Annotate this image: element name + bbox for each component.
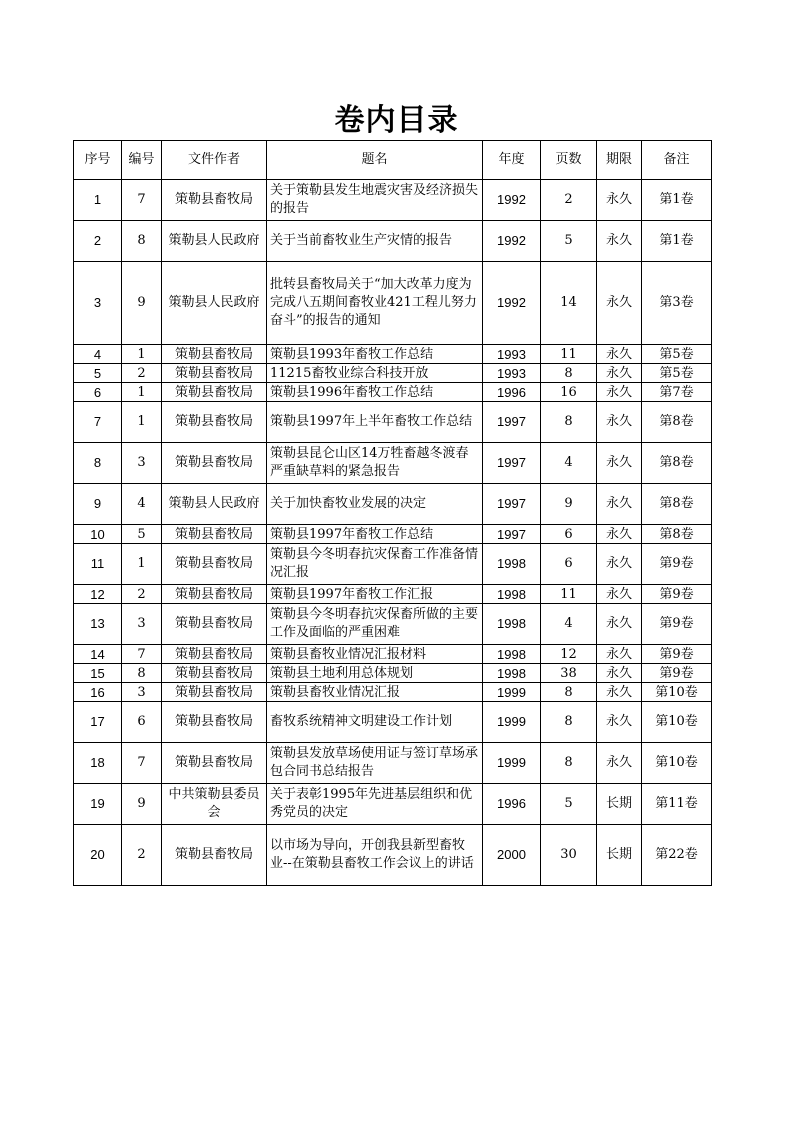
cell-title: 以市场为导向，开创我县新型畜牧业--在策勒县畜牧工作会议上的讲话: [267, 825, 483, 886]
cell-title: 策勒县今冬明春抗灾保畜所做的主要工作及面临的严重困难: [267, 604, 483, 645]
table-body: [74, 180, 712, 886]
cell-note: 第22卷: [642, 825, 712, 886]
cell-note: 第5卷: [642, 364, 712, 383]
cell-title: 策勒县发放草场使用证与签订草场承包合同书总结报告: [267, 743, 483, 784]
cell-title: 策勒县1996年畜牧工作总结: [267, 383, 483, 402]
cell-pages: 4: [541, 604, 597, 645]
cell-pages: 8: [541, 402, 597, 443]
cell-code: 9: [122, 784, 162, 825]
cell-pages: 9: [541, 484, 597, 525]
cell-code: 7: [122, 180, 162, 221]
cell-pages: 4: [541, 443, 597, 484]
cell-pages: 16: [541, 383, 597, 402]
cell-pages: 30: [541, 825, 597, 886]
cell-seq: 15: [74, 664, 122, 683]
header-term: 期限: [597, 141, 642, 180]
table-row: [74, 364, 712, 383]
cell-pages: 8: [541, 683, 597, 702]
cell-term: 永久: [597, 180, 642, 221]
cell-note: 第8卷: [642, 484, 712, 525]
cell-author: 策勒县畜牧局: [162, 585, 267, 604]
cell-year: 1992: [483, 262, 541, 345]
cell-term: 长期: [597, 784, 642, 825]
cell-pages: 5: [541, 784, 597, 825]
cell-year: 1993: [483, 364, 541, 383]
cell-year: 1997: [483, 402, 541, 443]
cell-term: 永久: [597, 664, 642, 683]
cell-seq: 11: [74, 544, 122, 585]
cell-seq: 7: [74, 402, 122, 443]
cell-seq: 8: [74, 443, 122, 484]
cell-pages: 11: [541, 585, 597, 604]
cell-author: 策勒县畜牧局: [162, 645, 267, 664]
cell-code: 1: [122, 402, 162, 443]
table-row: [74, 484, 712, 525]
header-note: 备注: [642, 141, 712, 180]
cell-author: 策勒县人民政府: [162, 221, 267, 262]
table-row: [74, 383, 712, 402]
table-row: [74, 743, 712, 784]
table-row: [74, 345, 712, 364]
table-row: [74, 221, 712, 262]
cell-title: 策勒县昆仑山区14万牲畜越冬渡春严重缺草料的紧急报告: [267, 443, 483, 484]
cell-pages: 38: [541, 664, 597, 683]
cell-term: 永久: [597, 525, 642, 544]
cell-pages: 5: [541, 221, 597, 262]
cell-pages: 8: [541, 743, 597, 784]
table-row: [74, 544, 712, 585]
cell-year: 2000: [483, 825, 541, 886]
header-author: 文件作者: [162, 141, 267, 180]
cell-term: 永久: [597, 702, 642, 743]
cell-author: 策勒县畜牧局: [162, 345, 267, 364]
cell-note: 第11卷: [642, 784, 712, 825]
cell-seq: 19: [74, 784, 122, 825]
cell-term: 永久: [597, 544, 642, 585]
cell-seq: 10: [74, 525, 122, 544]
cell-pages: 6: [541, 544, 597, 585]
cell-note: 第9卷: [642, 544, 712, 585]
cell-pages: 14: [541, 262, 597, 345]
cell-year: 1999: [483, 683, 541, 702]
cell-pages: 2: [541, 180, 597, 221]
cell-year: 1998: [483, 645, 541, 664]
cell-code: 1: [122, 383, 162, 402]
table-row: [74, 683, 712, 702]
cell-author: 策勒县畜牧局: [162, 743, 267, 784]
cell-author: 策勒县人民政府: [162, 262, 267, 345]
cell-note: 第8卷: [642, 402, 712, 443]
cell-author: 策勒县畜牧局: [162, 525, 267, 544]
cell-year: 1998: [483, 544, 541, 585]
cell-note: 第9卷: [642, 604, 712, 645]
cell-note: 第8卷: [642, 525, 712, 544]
table-row: [74, 585, 712, 604]
cell-year: 1996: [483, 383, 541, 402]
cell-year: 1997: [483, 525, 541, 544]
cell-code: 7: [122, 645, 162, 664]
cell-author: 策勒县畜牧局: [162, 544, 267, 585]
cell-seq: 13: [74, 604, 122, 645]
table-row: [74, 262, 712, 345]
cell-title: 策勒县1993年畜牧工作总结: [267, 345, 483, 364]
cell-note: 第7卷: [642, 383, 712, 402]
cell-note: 第5卷: [642, 345, 712, 364]
cell-note: 第9卷: [642, 664, 712, 683]
cell-seq: 9: [74, 484, 122, 525]
cell-term: 长期: [597, 825, 642, 886]
header-pages: 页数: [541, 141, 597, 180]
cell-author: 策勒县畜牧局: [162, 604, 267, 645]
cell-code: 3: [122, 604, 162, 645]
cell-note: 第3卷: [642, 262, 712, 345]
cell-author: 策勒县畜牧局: [162, 664, 267, 683]
cell-seq: 16: [74, 683, 122, 702]
cell-term: 永久: [597, 402, 642, 443]
page-title: 卷内目录: [334, 103, 459, 138]
cell-note: 第9卷: [642, 645, 712, 664]
cell-author: 策勒县畜牧局: [162, 825, 267, 886]
cell-year: 1996: [483, 784, 541, 825]
cell-author: 策勒县畜牧局: [162, 402, 267, 443]
table-row: [74, 664, 712, 683]
cell-note: 第10卷: [642, 702, 712, 743]
cell-author: 策勒县人民政府: [162, 484, 267, 525]
header-title: 题名: [267, 141, 483, 180]
cell-term: 永久: [597, 585, 642, 604]
cell-code: 8: [122, 664, 162, 683]
cell-seq: 1: [74, 180, 122, 221]
cell-pages: 11: [541, 345, 597, 364]
cell-seq: 17: [74, 702, 122, 743]
cell-code: 3: [122, 683, 162, 702]
cell-code: 3: [122, 443, 162, 484]
cell-note: 第8卷: [642, 443, 712, 484]
cell-code: 1: [122, 544, 162, 585]
cell-pages: 8: [541, 364, 597, 383]
cell-code: 2: [122, 825, 162, 886]
cell-note: 第1卷: [642, 221, 712, 262]
table-row: [74, 443, 712, 484]
cell-seq: 14: [74, 645, 122, 664]
cell-term: 永久: [597, 645, 642, 664]
cell-term: 永久: [597, 743, 642, 784]
cell-author: 策勒县畜牧局: [162, 364, 267, 383]
cell-title: 畜牧系统精神文明建设工作计划: [267, 702, 483, 743]
cell-term: 永久: [597, 383, 642, 402]
cell-title: 策勒县1997年畜牧工作总结: [267, 525, 483, 544]
cell-author: 策勒县畜牧局: [162, 383, 267, 402]
cell-code: 2: [122, 585, 162, 604]
header-seq: 序号: [74, 141, 122, 180]
cell-year: 1999: [483, 743, 541, 784]
catalog-table: [73, 140, 712, 886]
cell-note: 第10卷: [642, 743, 712, 784]
cell-term: 永久: [597, 221, 642, 262]
cell-note: 第1卷: [642, 180, 712, 221]
cell-title: 关于表彰1995年先进基层组织和优秀党员的决定: [267, 784, 483, 825]
cell-code: 7: [122, 743, 162, 784]
cell-note: 第10卷: [642, 683, 712, 702]
cell-year: 1998: [483, 585, 541, 604]
cell-year: 1997: [483, 443, 541, 484]
cell-author: 策勒县畜牧局: [162, 702, 267, 743]
cell-term: 永久: [597, 604, 642, 645]
cell-title: 批转县畜牧局关于“加大改革力度为完成八五期间畜牧业421工程儿努力奋斗”的报告的通知: [267, 262, 483, 345]
cell-title: 策勒县1997年畜牧工作汇报: [267, 585, 483, 604]
cell-term: 永久: [597, 443, 642, 484]
cell-code: 8: [122, 221, 162, 262]
table-row: [74, 702, 712, 743]
cell-seq: 5: [74, 364, 122, 383]
table-row: [74, 402, 712, 443]
cell-year: 1992: [483, 180, 541, 221]
cell-code: 2: [122, 364, 162, 383]
table-row: [74, 645, 712, 664]
cell-pages: 6: [541, 525, 597, 544]
table-row: [74, 180, 712, 221]
cell-title: 关于当前畜牧业生产灾情的报告: [267, 221, 483, 262]
cell-author: 中共策勒县委员会: [162, 784, 267, 825]
cell-seq: 3: [74, 262, 122, 345]
cell-term: 永久: [597, 683, 642, 702]
cell-year: 1992: [483, 221, 541, 262]
cell-code: 6: [122, 702, 162, 743]
cell-note: 第9卷: [642, 585, 712, 604]
cell-seq: 12: [74, 585, 122, 604]
cell-pages: 12: [541, 645, 597, 664]
cell-year: 1998: [483, 604, 541, 645]
cell-code: 4: [122, 484, 162, 525]
cell-title: 策勒县1997年上半年畜牧工作总结: [267, 402, 483, 443]
table-row: [74, 825, 712, 886]
cell-seq: 2: [74, 221, 122, 262]
cell-term: 永久: [597, 345, 642, 364]
cell-seq: 4: [74, 345, 122, 364]
cell-year: 1993: [483, 345, 541, 364]
cell-title: 11215畜牧业综合科技开放: [267, 364, 483, 383]
cell-year: 1998: [483, 664, 541, 683]
cell-seq: 20: [74, 825, 122, 886]
table-row: [74, 784, 712, 825]
cell-year: 1999: [483, 702, 541, 743]
cell-author: 策勒县畜牧局: [162, 180, 267, 221]
cell-title: 策勒县今冬明春抗灾保畜工作准备情况汇报: [267, 544, 483, 585]
table-row: [74, 525, 712, 544]
header-year: 年度: [483, 141, 541, 180]
cell-seq: 18: [74, 743, 122, 784]
cell-title: 策勒县畜牧业情况汇报: [267, 683, 483, 702]
cell-title: 策勒县畜牧业情况汇报材料: [267, 645, 483, 664]
cell-author: 策勒县畜牧局: [162, 443, 267, 484]
cell-title: 关于加快畜牧业发展的决定: [267, 484, 483, 525]
cell-term: 永久: [597, 262, 642, 345]
cell-title: 关于策勒县发生地震灾害及经济损失的报告: [267, 180, 483, 221]
cell-term: 永久: [597, 364, 642, 383]
cell-seq: 6: [74, 383, 122, 402]
cell-code: 1: [122, 345, 162, 364]
cell-title: 策勒县土地利用总体规划: [267, 664, 483, 683]
cell-pages: 8: [541, 702, 597, 743]
cell-author: 策勒县畜牧局: [162, 683, 267, 702]
cell-code: 9: [122, 262, 162, 345]
cell-term: 永久: [597, 484, 642, 525]
cell-year: 1997: [483, 484, 541, 525]
header-code: 编号: [122, 141, 162, 180]
table-row: [74, 604, 712, 645]
cell-code: 5: [122, 525, 162, 544]
header-row: [74, 141, 712, 180]
